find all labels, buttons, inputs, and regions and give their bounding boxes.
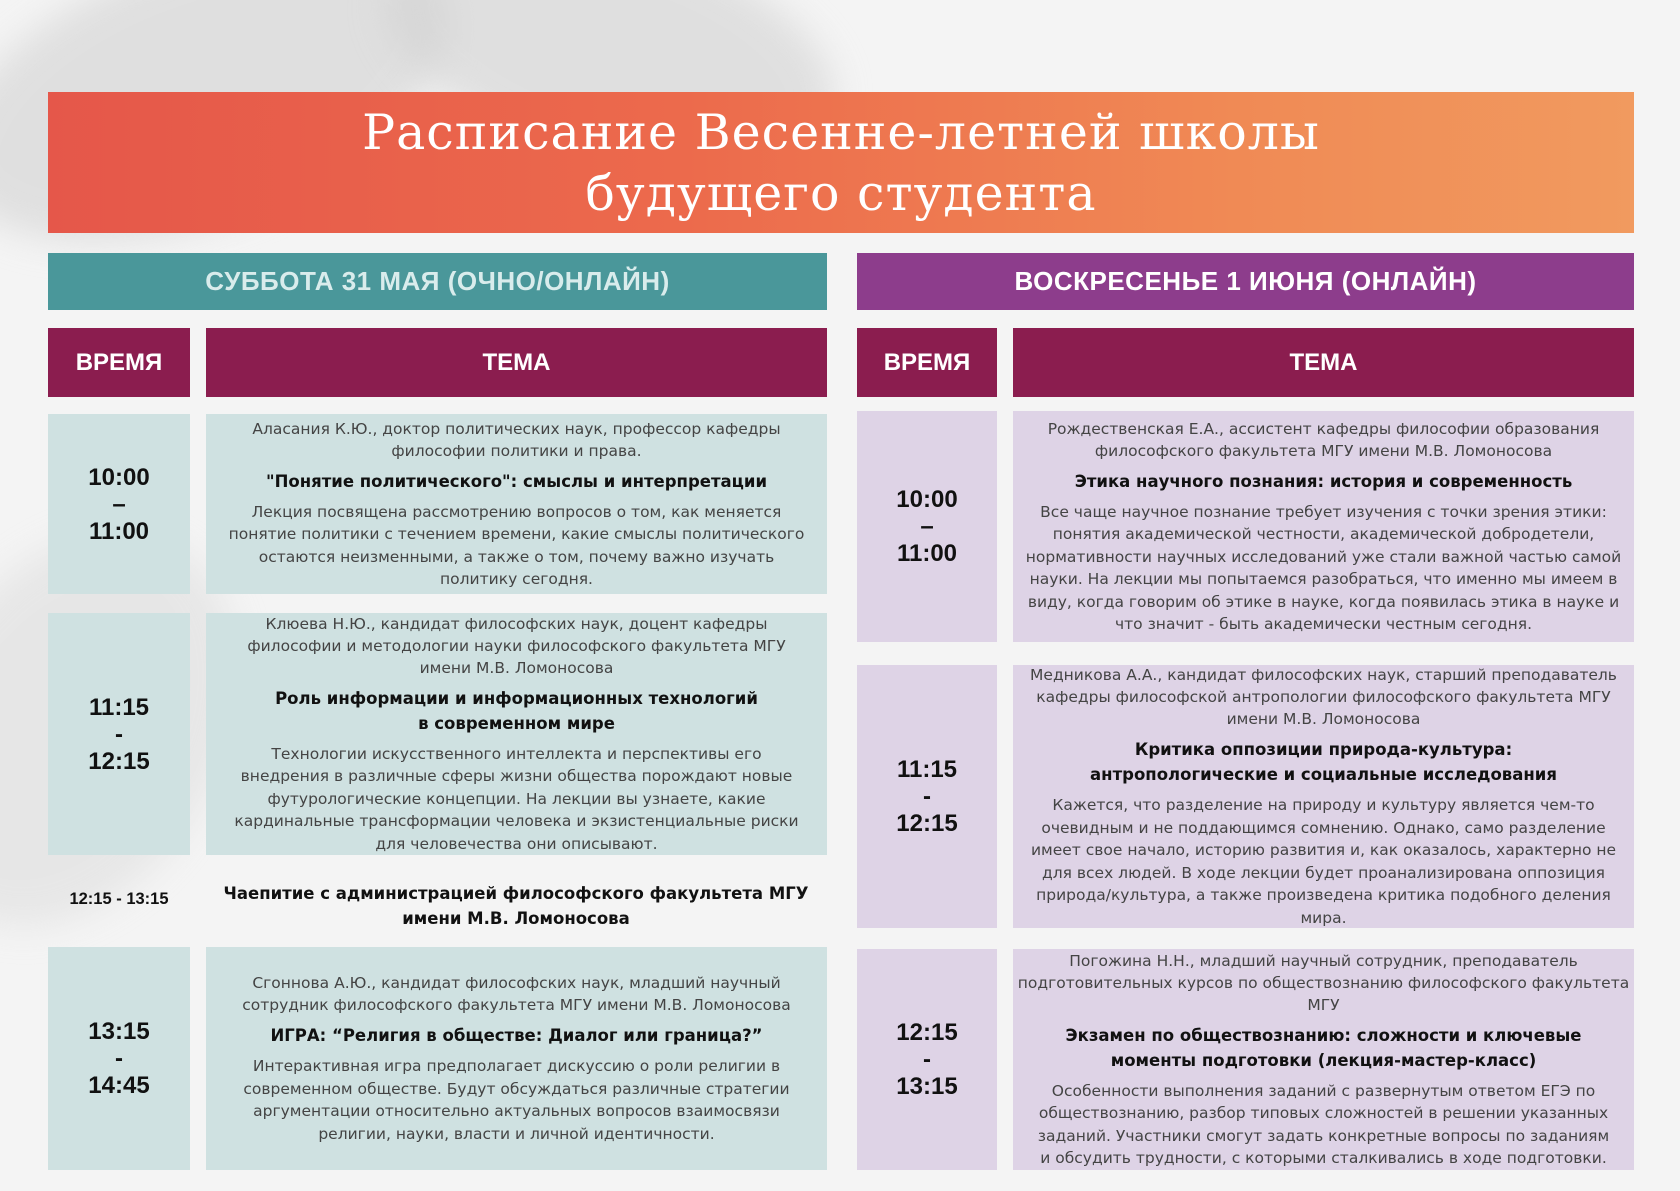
lecture-description: Лекция посвящена рассмотрению вопросов о том, как меняется понятие политики с течением времени, какие смыслы политического остаются неизменными, а также о том, почему важно изучать политику сегодня. <box>228 502 805 588</box>
column-header-topic: ТЕМА <box>206 328 827 397</box>
session-time <box>857 411 997 642</box>
time-end: 14:45 <box>88 1072 150 1099</box>
session-card <box>1013 411 1634 642</box>
column-header-time: ВРЕМЯ <box>857 328 997 397</box>
day-heading-sunday: ВОСКРЕСЕНЬЕ 1 ИЮНЯ (ОНЛАЙН) <box>857 253 1634 310</box>
time-separator: - <box>115 1045 123 1072</box>
time-start: 11:15 <box>896 756 958 783</box>
lecturer-info: Медникова А.А., кандидат философских наук, старший преподаватель кафедры философской антропологии философского факультета МГУ имени М.В. Ломоносова <box>1030 666 1617 728</box>
time-start: 10:00 <box>896 486 958 513</box>
lecturer-info: Аласания К.Ю., доктор политических наук, профессор кафедры философии политики и права. <box>252 419 781 460</box>
lecture-description: Интерактивная игра предполагает дискуссию о роли религии в современном обществе. Будут обсуждаться различные стратегии аргументации относительно актуальных вопросов взаимосвязи религии, науки, власти и личной идентичности. <box>243 1057 790 1143</box>
lecture-topic: "Понятие политического": смыслы и интерпретации <box>265 471 768 491</box>
lecturer-info: Рождественская Е.А., ассистент кафедры философии образования философского факультета МГУ имени М.В. Ломоносова <box>1047 419 1600 460</box>
column-header-time: ВРЕМЯ <box>48 328 190 397</box>
session-time <box>48 947 190 1170</box>
lecture-topic: ИГРА: “Религия в обществе: Диалог или граница?” <box>270 1026 763 1045</box>
time-start: 11:15 <box>88 693 150 721</box>
lecture-description: Все чаще научное познание требует изучения с точки зрения этики: понятия академической честности, академической добродетели, нормативности научных исследований уже стали важной частью самой науки. На лекции мы попытаемся разобраться, что именно мы имеем в виду, когда говорим об этике в науке, когда появилась этика в науке и что значит - быть академически честным сегодня. <box>1025 502 1622 633</box>
session-card <box>206 947 827 1170</box>
session-time <box>48 613 190 855</box>
time-end: 12:15 <box>88 747 150 775</box>
time-end: 13:15 <box>896 1073 958 1100</box>
session-card <box>206 414 827 594</box>
break-time: 12:15 - 13:15 <box>69 889 169 908</box>
time-separator: - <box>115 720 123 748</box>
time-end: 11:00 <box>88 517 150 545</box>
break-description: Чаепитие с администрацией философского факультета МГУ имени М.В. Ломоносова <box>223 884 809 928</box>
time-start: 13:15 <box>88 1018 150 1045</box>
lecture-topic: Этика научного познания: история и современность <box>1074 471 1573 491</box>
time-end: 11:00 <box>896 540 958 567</box>
title-line-2: будущего студента <box>585 164 1097 222</box>
session-time <box>857 949 997 1170</box>
session-card <box>206 613 827 855</box>
lecture-topic: Экзамен по обществознанию: сложности и ключевые моменты подготовки (лекция-мастер-класс) <box>1065 1025 1582 1070</box>
lecturer-info: Клюева Н.Ю., кандидат философских наук, доцент кафедры философии и методологии науки философского факультета МГУ имени М.В. Ломоносова <box>247 614 786 677</box>
time-separator: – <box>920 513 934 540</box>
lecture-topic: Критика оппозиции природа-культура: антропологические и социальные исследования <box>1090 740 1557 784</box>
time-start: 10:00 <box>88 463 150 491</box>
session-time <box>48 414 190 594</box>
lecturer-info: Погожина Н.Н., младший научный сотрудник, преподаватель подготовительных курсов по обществознанию философского факультета МГУ <box>1017 951 1630 1014</box>
time-separator: – <box>112 490 126 518</box>
day-heading-saturday: СУББОТА 31 МАЯ (ОЧНО/ОНЛАЙН) <box>48 253 827 310</box>
lecture-description: Технологии искусственного интеллекта и перспективы его внедрения в различные сферы жизни общества порождают новые футурологические концепции. На лекции вы узнаете, какие кардинальные трансформации человека и экзистенциальные риски для человечества они описывают. <box>234 744 799 853</box>
time-separator: - <box>923 783 931 810</box>
lecture-description: Кажется, что разделение на природу и культуру является чем-то очевидным и не поддающимся сомнению. Однако, само разделение имеет свое начало, историю развития и, как оказалось, характерно не для всех людей. В ходе лекции будет проанализирована оппозиция природа/культура, а также произведена критика подобного деления мира. <box>1030 796 1617 927</box>
session-card <box>1013 949 1634 1170</box>
time-end: 12:15 <box>896 810 958 837</box>
time-separator: - <box>923 1046 931 1073</box>
lecture-description: Особенности выполнения заданий с развернутым ответом ЕГЭ по обществознанию, разбор типовых сложностей в решении указанных заданий. Участники смогут задать конкретные вопросы по заданиям и обсудить трудности, с которыми сталкивались в ходе подготовки. <box>1037 1081 1610 1167</box>
lecture-topic: Роль информации и информационных технологий в современном мире <box>275 688 758 733</box>
session-card <box>1013 665 1634 928</box>
session-time <box>857 665 997 928</box>
column-header-topic: ТЕМА <box>1013 328 1634 397</box>
time-start: 12:15 <box>896 1019 958 1046</box>
title-banner <box>48 92 1634 233</box>
title-line-1: Расписание Весенне-летней школы <box>362 103 1320 161</box>
lecturer-info: Сгоннова А.Ю., кандидат философских наук, младший научный сотрудник философского факультета МГУ имени М.В. Ломоносова <box>242 974 791 1014</box>
